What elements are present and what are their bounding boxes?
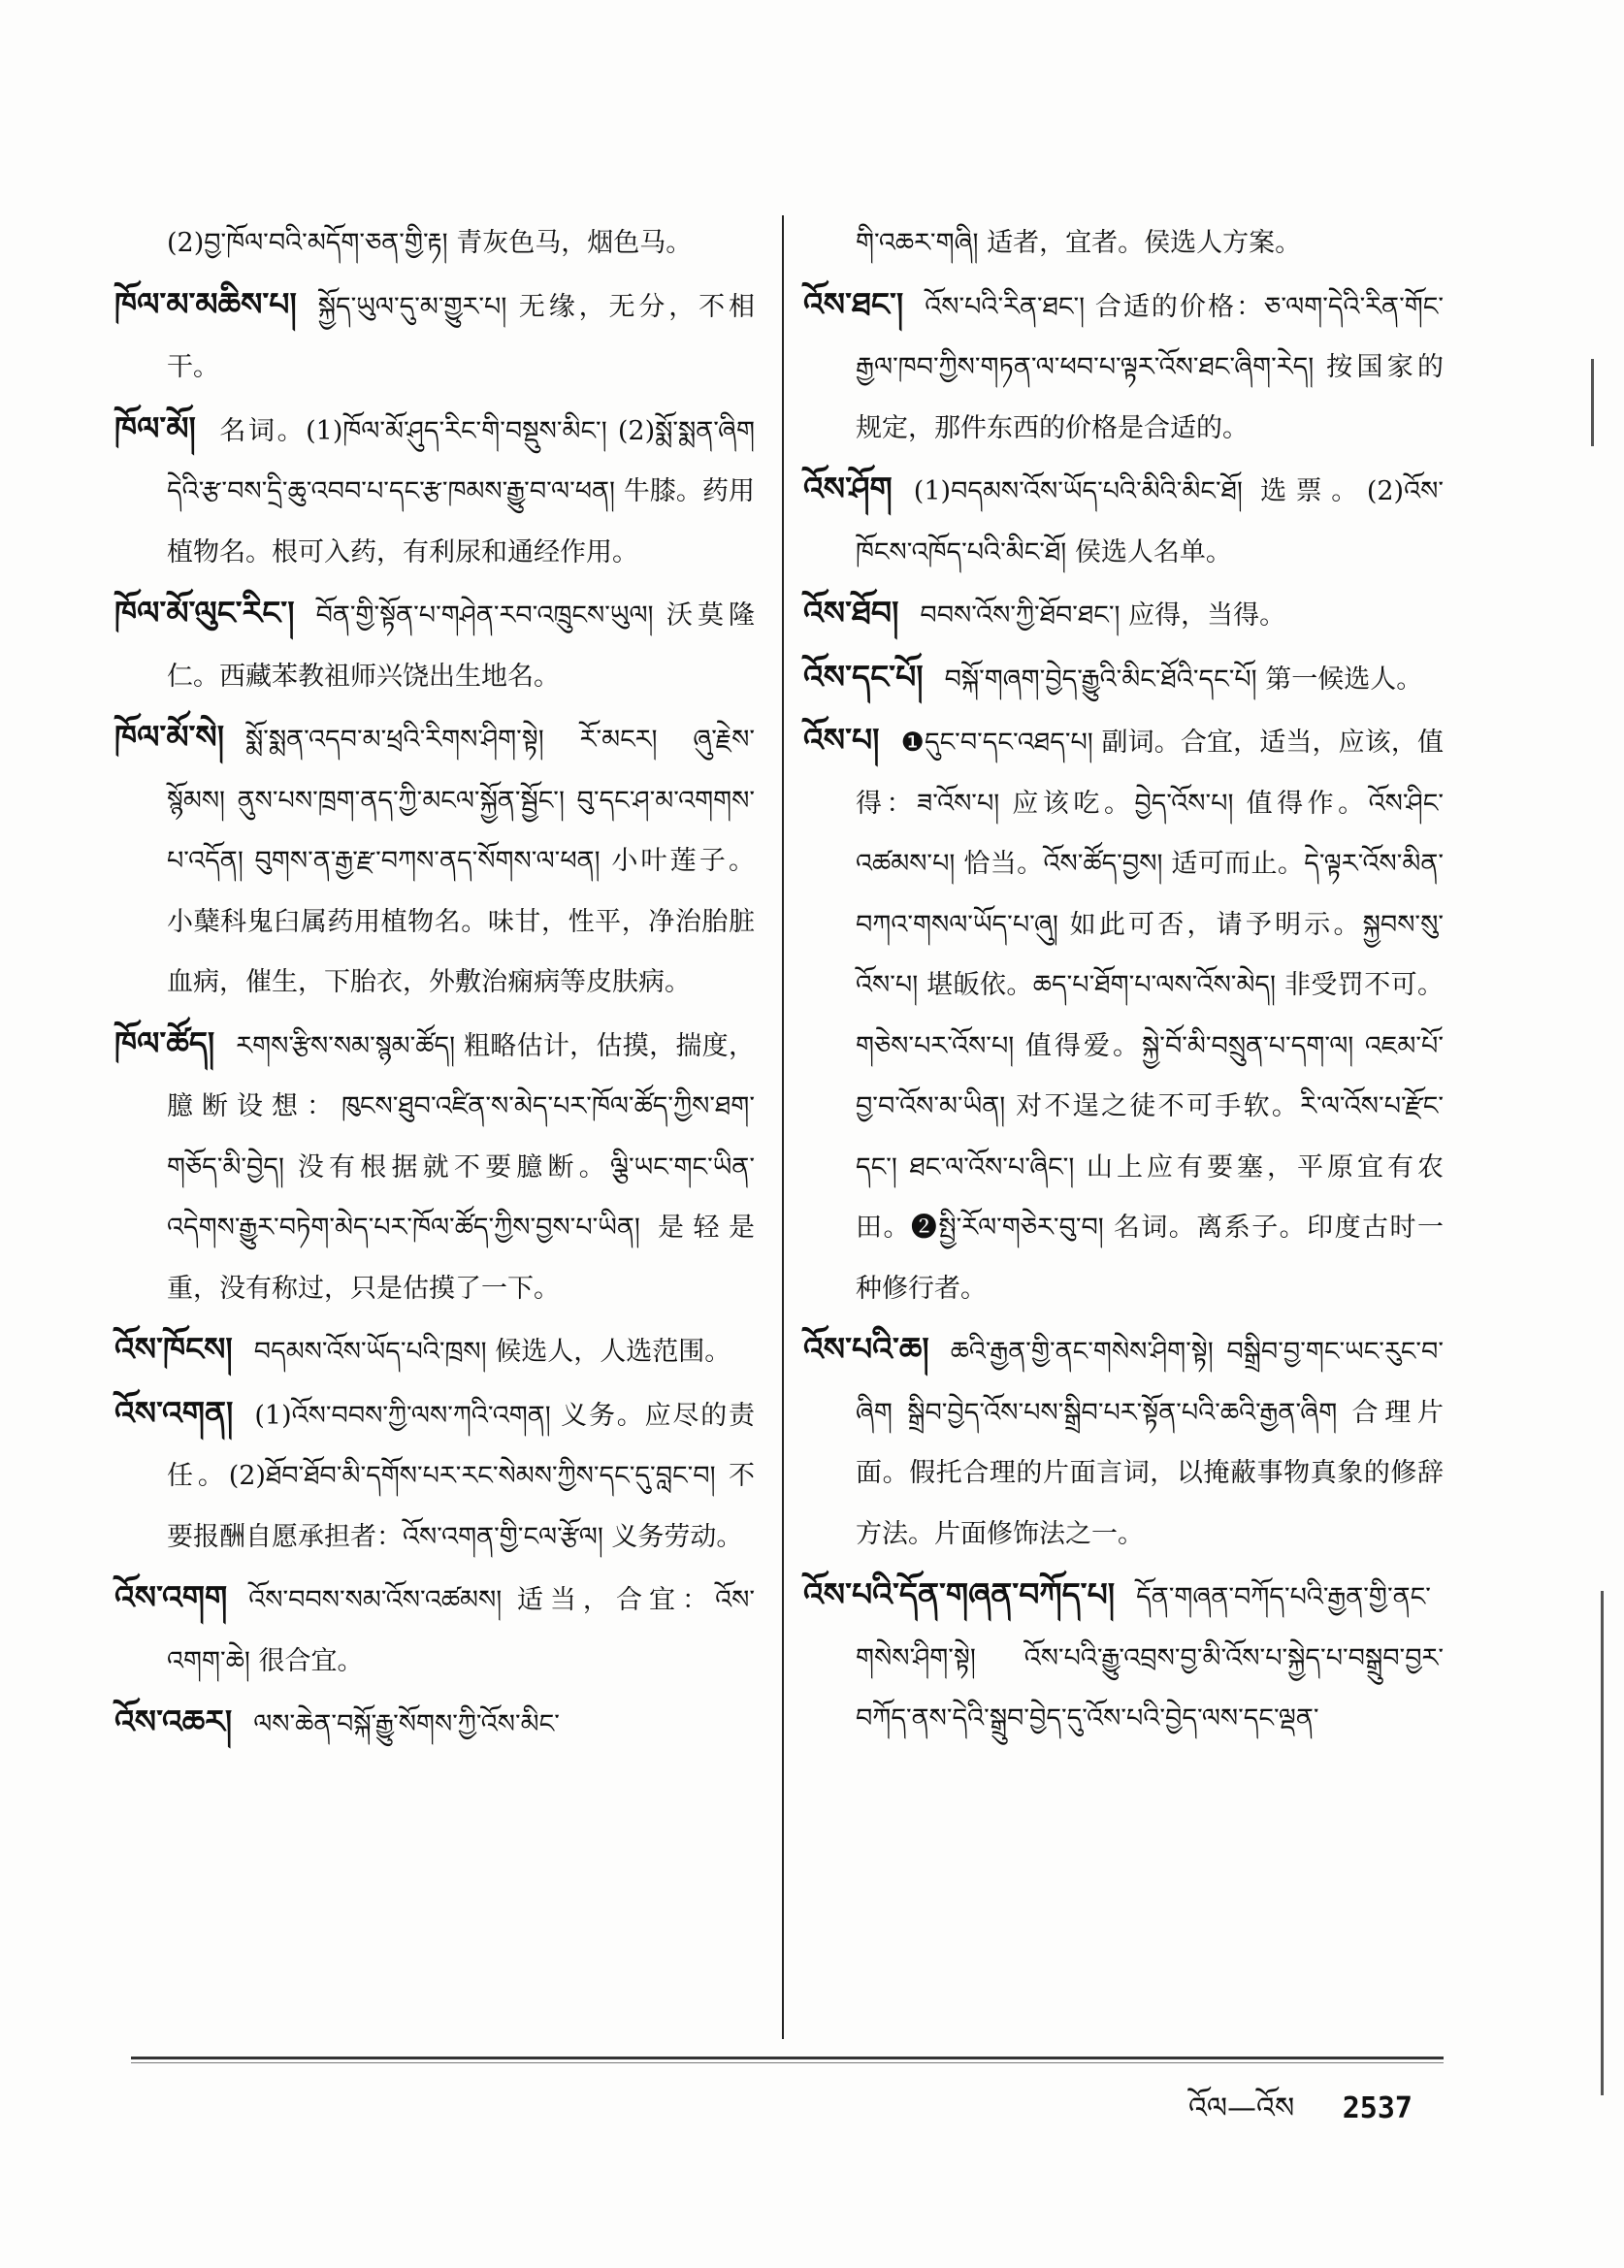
entry-definition: གི་འཆར་གཞི། 适者，宜者。侯选人方案。 (856, 228, 1302, 258)
scan-edge-mark (1591, 359, 1594, 446)
dictionary-entry (114, 1383, 755, 1569)
entry-headword: འོས་པ། (803, 721, 880, 759)
entry-headword: འོས་ཁོངས། (114, 1330, 233, 1368)
dictionary-entry (114, 1692, 755, 1756)
entry-headword: འོས་ཐོབ། (803, 594, 899, 632)
entry-definition: ལས་ཆེན་བསྐོ་རྒྱུ་སོགས་ཀྱི་འོས་མིང་ (253, 1709, 560, 1739)
entry-headword: འོས་འགག (114, 1578, 228, 1616)
page-footer (1188, 2076, 1413, 2157)
scan-edge-mark (1601, 1591, 1604, 2095)
dictionary-entry (114, 583, 755, 707)
entry-definition: འོས་བབས་སམ་འོས་འཚམས། 适当，合宜：འོས་འགག་ཆེ། 很合宜。 (167, 1585, 755, 1676)
entry-definition: དོན་གཞན་བཀོད་པའི་རྒྱན་གྱི་ནང་གསེས་ཤིག་སྟེ། འོས་པའི་རྒྱུ་འབྲས་བྱ་མི་འོས་པ་སྐྱེད་པ་བསྒྲུབ་བྱར་བཀོད་ནས་དེའི་སྒྲུབ་བྱེད་དུ་འོས་པའི་བྱེད་ལས་དང་ལྡན་ (856, 1582, 1444, 1733)
entry-headword: འོས་འགན། (114, 1393, 234, 1432)
entry-headword: འོས་ཤོག (803, 470, 893, 507)
entry-definition: (1)བདམས་འོས་ཡོད་པའི་མིའི་མིང་ཐོ། 选票。(2)འོས་ཁོངས་འཁོད་པའི་མིང་ཐོ། 侯选人名单。 (856, 476, 1444, 567)
entry-definition: (1)འོས་བབས་ཀྱི་ལས་ཀའི་འགན། 义务。应尽的责任。(2)ཐོབ་ཐོབ་མི་དགོས་པར་རང་སེམས་ཀྱིས་དང་དུ་བླང་བ། 不要报酬自愿承担者：འོས་འགན་གྱི་ངལ་རྩོལ། 义务劳动。 (167, 1400, 755, 1552)
entry-definition: འོས་པའི་རིན་ཐང་། 合适的价格：ཅ་ལག་དེའི་རིན་གོང་རྒྱལ་ཁབ་ཀྱིས་གཏན་ལ་ཕབ་པ་ལྟར་འོས་ཐང་ཞིག་རེད། 按国家的规定，那件东西的价格是合适的。 (856, 291, 1444, 443)
entry-range: འོལ—འོས (1187, 2091, 1295, 2125)
entry-definition: བབས་འོས་ཀྱི་ཐོབ་ཐང་། 应得，当得。 (920, 600, 1286, 631)
left-column (114, 213, 755, 1756)
entry-headword: འོས་འཆར། (114, 1702, 233, 1740)
entry-definition: བསྐོ་གཞག་བྱེད་རྒྱུའི་མིང་ཐོའི་དང་པོ། 第一候选人。 (944, 664, 1423, 695)
right-column (803, 213, 1444, 1750)
entry-definition: རགས་རྩིས་སམ་སྙམ་ཚོད། 粗略估计，估摸，揣度，臆断设想：ཁུངས་ཐུབ་འཛིན་ས་མེད་པར་ཁོལ་ཚོད་ཀྱིས་ཐག་གཅོད་མི་བྱེད། 没有根据就不要臆断。ལྕི་ཡང་གང་ཡིན་འདེགས་རྒྱུར་བཏེག་མེད་པར་ཁོལ་ཚོད་ཀྱིས་བྱས་པ་ཡིན། 是轻是重，没有称过，只是估摸了一下。 (167, 1030, 755, 1304)
dictionary-entry (803, 213, 1444, 275)
entry-definition: ཆའི་རྒྱན་གྱི་ནང་གསེས་ཤིག་སྟེ། བསྒྲིབ་བྱ་གང་ཡང་རུང་བ་ཞིག སྒྲིབ་བྱེད་འོས་པས་སྒྲིབ་པར་སྟོན་པའི་ཆའི་རྒྱན་ཞིག 合理片面。假托合理的片面言词，以掩蔽事物真象的修辞方法。片面修饰法之一。 (856, 1337, 1444, 1549)
entry-definition: སྐྱོད་ཡུལ་དུ་མ་གྱུར་པ། 无缘，无分，不相干。 (167, 291, 755, 382)
entry-definition: བོན་གྱི་སྟོན་པ་གཤེན་རབ་འཁྲུངས་ཡུལ། 沃莫隆仁。西藏苯教祖师兴饶出生地名。 (167, 600, 755, 692)
entry-definition: ❶དུང་བ་དང་འཐད་པ། 副词。合宜，适当，应该，值得：ཟ་འོས་པ། 应该吃。བྱེད་འོས་པ། 值得作。འོས་ཤིང་འཚམས་པ། 恰当。འོས་ཚོད་བྱས། 适可而止。དེ་ལྟར་འོས་མིན་བཀའ་གསལ་ཡོད་པ་ཞུ། 如此可否，请予明示。སྐྱབས་སུ་འོས་པ། 堪皈依。ཆད་པ་ཐོག་པ་ལས་འོས་མེད། 非受罚不可。གཅེས་པར་འོས་པ། 值得爱。སྐྱེ་བོ་མི་བསྲུན་པ་དག་ལ། འཇམ་པོ་བྱ་བ་འོས་མ་ཡིན། 对不逞之徒不可手软。རི་ལ་འོས་པ་རྫོང་དང་། ཐང་ལ་འོས་པ་ཞིང་། 山上应有要塞，平原宜有农田。❷སྤྱི་རོལ་གཅེར་བུ་བ། 名词。离系子。印度古时一种修行者。 (856, 728, 1444, 1304)
dictionary-entry (803, 1565, 1444, 1750)
dictionary-entry (803, 710, 1444, 1319)
dictionary-entry (114, 213, 755, 275)
dictionary-entry (114, 1319, 755, 1383)
entry-definition: 名词。(1)ཁོལ་མོ་ཤུད་རིང་གི་བསྡུས་མིང་། (2)སྨོ་སྨན་ཞིག དེའི་རྩ་བས་དྲི་ཆུ་འབབ་པ་དང་རྩ་ཁམས་རྒྱུ་བ་ལ་ཕན། 牛膝。药用植物名。根可入药，有利尿和通经作用。 (167, 415, 755, 567)
column-divider (782, 215, 784, 2039)
footer-rule (131, 2057, 1444, 2059)
entry-definition: (2)བྱ་ཁོལ་བའི་མདོག་ཅན་གྱི་རྟ། 青灰色马，烟色马。 (167, 228, 693, 258)
dictionary-entry (114, 399, 755, 584)
entry-headword: ཁོལ་མོ། (114, 408, 196, 447)
dictionary-entry (114, 275, 755, 399)
page-number: 2537 (1342, 2091, 1413, 2125)
dictionary-entry (803, 583, 1444, 647)
entry-definition: སྨོ་སྨན་འདབ་མ་ཕྲའི་རིགས་ཤིག་སྟེ། རོ་མངར། ཞུ་རྗེས་སྙོམས། ནུས་པས་ཁྲག་ནད་ཀྱི་མངལ་སྐྱོན་སྦྱོང་། བུ་དང་ཤ་མ་འགགས་པ་འདོན། བུགས་ན་རྒྱ་རྫ་བཀས་ནད་སོགས་ལ་ཕན། 小叶莲子。小蘖科鬼臼属药用植物名。味甘，性平，净治胎脏血病，催生，下胎衣，外敷治痫病等皮肤病。 (167, 725, 755, 997)
entry-headword: འོས་པའི་དོན་གཞན་བཀོད་པ། (803, 1575, 1116, 1613)
footer-rule-thin (131, 2062, 1444, 2063)
entry-definition: བདམས་འོས་ཡོད་པའི་ཁྲས། 候选人，人选范围。 (253, 1337, 731, 1367)
dictionary-entry (114, 707, 755, 1014)
dictionary-entry (803, 1319, 1444, 1565)
entry-headword: འོས་དང་པོ། (803, 657, 924, 696)
entry-headword: ཁོལ་མོ་སེ། (114, 718, 225, 756)
entry-headword: ཁོལ་མ་མཆིས་པ། (114, 284, 297, 323)
dictionary-entry (803, 459, 1444, 583)
dictionary-entry (803, 275, 1444, 460)
entry-headword: ཁོལ་མོ་ལུང་རིང་། (114, 594, 295, 632)
dictionary-entry (114, 1568, 755, 1692)
dictionary-entry (114, 1014, 755, 1320)
entry-headword: འོས་ཐང་། (803, 284, 904, 323)
dictionary-entry (803, 647, 1444, 711)
entry-headword: འོས་པའི་ཆ། (803, 1330, 929, 1368)
entry-headword: ཁོལ་ཚོད། (114, 1023, 215, 1062)
